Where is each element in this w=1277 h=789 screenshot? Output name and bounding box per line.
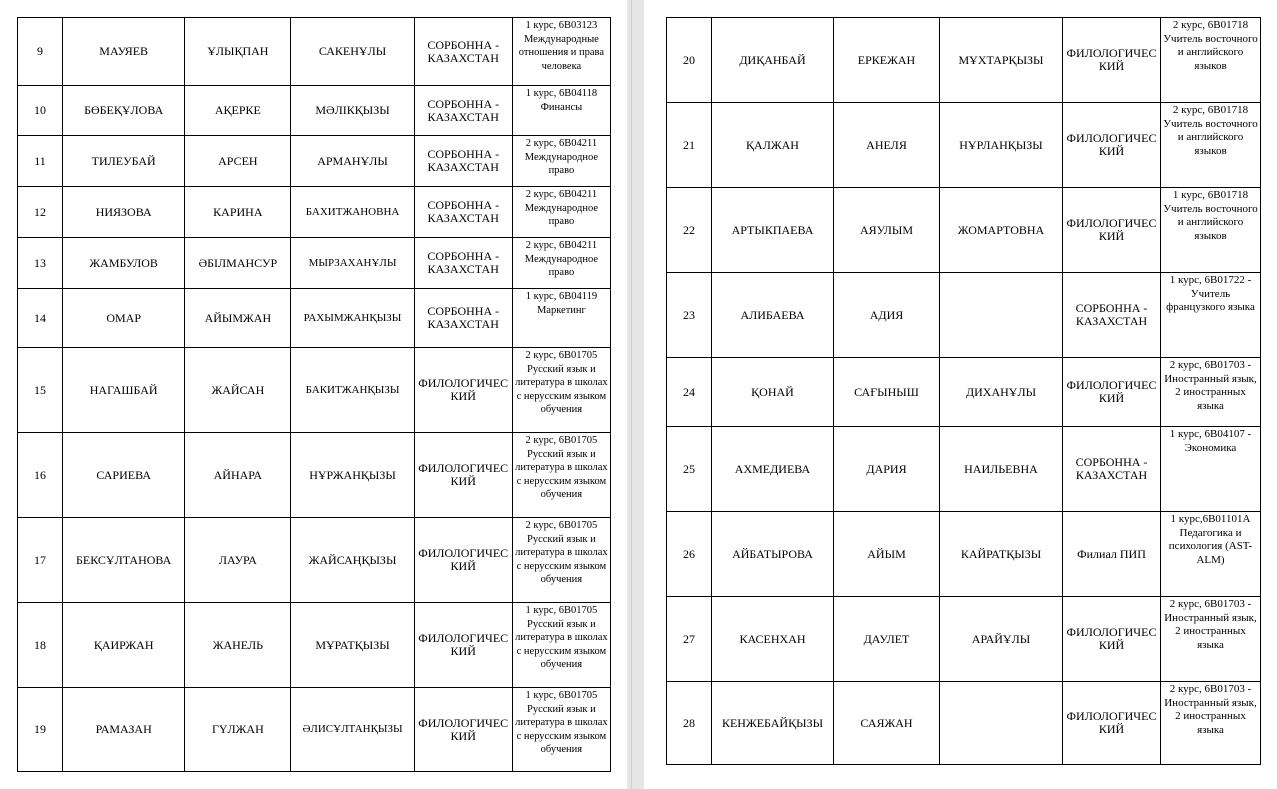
table-body-right: [667, 18, 1261, 765]
patronymic-cell: БАКИТЖАНҚЫЗЫ: [291, 348, 414, 433]
patronymic-cell: МӘЛІКҚЫЗЫ: [291, 86, 414, 136]
course-cell: 2 курс, 6В04211 Международное право: [512, 238, 610, 289]
patronymic-cell: ДИХАНҰЛЫ: [940, 358, 1063, 427]
surname-cell: РАМАЗАН: [63, 688, 185, 772]
surname-cell: АЙБАТЫРОВА: [712, 512, 834, 597]
patronymic-cell: БАХИТЖАНОВНА: [291, 187, 414, 238]
row-number: 19: [18, 688, 63, 772]
patronymic-cell: РАХЫМЖАНҚЫЗЫ: [291, 289, 414, 348]
name-cell: АЯУЛЫМ: [834, 188, 940, 273]
university-cell: Филиал ПИП: [1063, 512, 1161, 597]
surname-cell: КАСЕНХАН: [712, 597, 834, 682]
student-table-right: [666, 17, 1261, 765]
table-row: [18, 136, 611, 187]
name-cell: САЯЖАН: [834, 682, 940, 765]
surname-cell: ТИЛЕУБАЙ: [63, 136, 185, 187]
row-number: 18: [18, 603, 63, 688]
surname-cell: АХМЕДИЕВА: [712, 427, 834, 512]
table-row: [667, 273, 1261, 358]
table-row: [18, 86, 611, 136]
table-row: [18, 238, 611, 289]
name-cell: АЙНАРА: [185, 433, 291, 518]
patronymic-cell: САКЕНҰЛЫ: [291, 18, 414, 86]
course-cell: 1 курс, 6В01705 Русский язык и литература в школах с нерусским языком обучения: [512, 603, 610, 688]
row-number: 23: [667, 273, 712, 358]
course-cell: 1 курс, 6В01705 Русский язык и литература в школах с нерусским языком обучения: [512, 688, 610, 772]
table-row: [18, 688, 611, 772]
university-cell: СОРБОННА - КАЗАХСТАН: [414, 136, 512, 187]
student-table-left: [17, 17, 611, 772]
course-cell: 2 курс, 6В04211 Международное право: [512, 136, 610, 187]
surname-cell: ОМАР: [63, 289, 185, 348]
row-number: 9: [18, 18, 63, 86]
patronymic-cell: МЫРЗАХАНҰЛЫ: [291, 238, 414, 289]
name-cell: АЙЫМЖАН: [185, 289, 291, 348]
row-number: 27: [667, 597, 712, 682]
page-separator: [631, 0, 632, 789]
course-cell: 2 курс, 6В01705 Русский язык и литература в школах с нерусским языком обучения: [512, 348, 610, 433]
table-row: [667, 103, 1261, 188]
patronymic-cell: [940, 273, 1063, 358]
table-row: [18, 187, 611, 238]
row-number: 28: [667, 682, 712, 765]
row-number: 14: [18, 289, 63, 348]
patronymic-cell: АРАЙҰЛЫ: [940, 597, 1063, 682]
university-cell: ФИЛОЛОГИЧЕСКИЙ: [1063, 188, 1161, 273]
patronymic-cell: ЖОМАРТОВНА: [940, 188, 1063, 273]
course-cell: 1 курс, 6В04118 Финансы: [512, 86, 610, 136]
name-cell: АҚЕРКЕ: [185, 86, 291, 136]
patronymic-cell: НАИЛЬЕВНА: [940, 427, 1063, 512]
university-cell: ФИЛОЛОГИЧЕСКИЙ: [414, 688, 512, 772]
patronymic-cell: МҰХТАРҚЫЗЫ: [940, 18, 1063, 103]
row-number: 21: [667, 103, 712, 188]
university-cell: СОРБОННА - КАЗАХСТАН: [414, 86, 512, 136]
surname-cell: БЕКСҰЛТАНОВА: [63, 518, 185, 603]
surname-cell: ҚАИРЖАН: [63, 603, 185, 688]
course-cell: 2 курс, 6В01705 Русский язык и литература в школах с нерусским языком обучения: [512, 518, 610, 603]
table-row: [667, 18, 1261, 103]
table-row: [667, 512, 1261, 597]
surname-cell: НИЯЗОВА: [63, 187, 185, 238]
table-row: [18, 348, 611, 433]
university-cell: СОРБОННА - КАЗАХСТАН: [1063, 273, 1161, 358]
surname-cell: ҚАЛЖАН: [712, 103, 834, 188]
course-cell: 2 курс, 6В01703 - Иностранный язык, 2 иностранных языка: [1161, 358, 1261, 427]
patronymic-cell: АРМАНҰЛЫ: [291, 136, 414, 187]
course-cell: 1 курс, 6В04119 Маркетинг: [512, 289, 610, 348]
surname-cell: САРИЕВА: [63, 433, 185, 518]
course-cell: 2 курс, 6В01703 - Иностранный язык, 2 иностранных языка: [1161, 597, 1261, 682]
document-page-left: [0, 0, 627, 789]
university-cell: СОРБОННА - КАЗАХСТАН: [1063, 427, 1161, 512]
patronymic-cell: КАЙРАТҚЫЗЫ: [940, 512, 1063, 597]
patronymic-cell: [940, 682, 1063, 765]
patronymic-cell: НҰРЖАНҚЫЗЫ: [291, 433, 414, 518]
table-row: [18, 18, 611, 86]
table-row: [18, 289, 611, 348]
name-cell: ЕРКЕЖАН: [834, 18, 940, 103]
table-row: [667, 427, 1261, 512]
university-cell: ФИЛОЛОГИЧЕСКИЙ: [1063, 682, 1161, 765]
row-number: 26: [667, 512, 712, 597]
university-cell: ФИЛОЛОГИЧЕСКИЙ: [414, 518, 512, 603]
row-number: 16: [18, 433, 63, 518]
document-page-right: [644, 0, 1277, 789]
course-cell: 2 курс, 6В04211 Международное право: [512, 187, 610, 238]
course-cell: 1 курс, 6В01718 Учитель восточного и английского языков: [1161, 188, 1261, 273]
patronymic-cell: НҰРЛАНҚЫЗЫ: [940, 103, 1063, 188]
patronymic-cell: МҰРАТҚЫЗЫ: [291, 603, 414, 688]
surname-cell: ДИҚАНБАЙ: [712, 18, 834, 103]
university-cell: ФИЛОЛОГИЧЕСКИЙ: [414, 348, 512, 433]
name-cell: ҰЛЫҚПАН: [185, 18, 291, 86]
name-cell: АРСЕН: [185, 136, 291, 187]
surname-cell: АРТЫКПАЕВА: [712, 188, 834, 273]
row-number: 12: [18, 187, 63, 238]
course-cell: 1 курс, 6В03123 Международные отношения и права человека: [512, 18, 610, 86]
name-cell: ЛАУРА: [185, 518, 291, 603]
row-number: 20: [667, 18, 712, 103]
surname-cell: БӨБЕҚҰЛОВА: [63, 86, 185, 136]
row-number: 10: [18, 86, 63, 136]
surname-cell: МАУЯЕВ: [63, 18, 185, 86]
table-row: [18, 433, 611, 518]
table-row: [18, 603, 611, 688]
name-cell: АЙЫМ: [834, 512, 940, 597]
course-cell: 2 курс, 6В01718 Учитель восточного и английского языков: [1161, 103, 1261, 188]
name-cell: ДАУЛЕТ: [834, 597, 940, 682]
name-cell: АДИЯ: [834, 273, 940, 358]
name-cell: КАРИНА: [185, 187, 291, 238]
table-row: [18, 518, 611, 603]
row-number: 11: [18, 136, 63, 187]
course-cell: 2 курс, 6В01718 Учитель восточного и английского языков: [1161, 18, 1261, 103]
table-row: [667, 682, 1261, 765]
surname-cell: АЛИБАЕВА: [712, 273, 834, 358]
university-cell: СОРБОННА - КАЗАХСТАН: [414, 18, 512, 86]
course-cell: 1 курс, 6В01722 - Учитель французкого языка: [1161, 273, 1261, 358]
table-row: [667, 597, 1261, 682]
patronymic-cell: ЖАЙСАҢҚЫЗЫ: [291, 518, 414, 603]
surname-cell: КЕНЖЕБАЙҚЫЗЫ: [712, 682, 834, 765]
surname-cell: ЖАМБУЛОВ: [63, 238, 185, 289]
course-cell: 2 курс, 6В01705 Русский язык и литература в школах с нерусским языком обучения: [512, 433, 610, 518]
university-cell: ФИЛОЛОГИЧЕСКИЙ: [1063, 358, 1161, 427]
row-number: 17: [18, 518, 63, 603]
row-number: 15: [18, 348, 63, 433]
university-cell: ФИЛОЛОГИЧЕСКИЙ: [414, 603, 512, 688]
name-cell: ЖАЙСАН: [185, 348, 291, 433]
surname-cell: НАГАШБАЙ: [63, 348, 185, 433]
table-row: [667, 188, 1261, 273]
course-cell: 1 курс,6В01101А Педагогика и психология (AST- ALM): [1161, 512, 1261, 597]
name-cell: АНЕЛЯ: [834, 103, 940, 188]
row-number: 22: [667, 188, 712, 273]
name-cell: САҒЫНЫШ: [834, 358, 940, 427]
university-cell: СОРБОННА - КАЗАХСТАН: [414, 238, 512, 289]
name-cell: ДАРИЯ: [834, 427, 940, 512]
university-cell: ФИЛОЛОГИЧЕСКИЙ: [1063, 103, 1161, 188]
row-number: 24: [667, 358, 712, 427]
name-cell: ГҮЛЖАН: [185, 688, 291, 772]
row-number: 13: [18, 238, 63, 289]
table-row: [667, 358, 1261, 427]
university-cell: СОРБОННА - КАЗАХСТАН: [414, 289, 512, 348]
course-cell: 1 курс, 6В04107 - Экономика: [1161, 427, 1261, 512]
table-body-left: [18, 18, 611, 772]
page-gutter: [627, 0, 644, 789]
university-cell: ФИЛОЛОГИЧЕСКИЙ: [1063, 597, 1161, 682]
name-cell: ЖАНЕЛЬ: [185, 603, 291, 688]
course-cell: 2 курс, 6В01703 - Иностранный язык, 2 иностранных языка: [1161, 682, 1261, 765]
patronymic-cell: ӘЛИСҰЛТАНҚЫЗЫ: [291, 688, 414, 772]
surname-cell: ҚОНАЙ: [712, 358, 834, 427]
row-number: 25: [667, 427, 712, 512]
university-cell: ФИЛОЛОГИЧЕСКИЙ: [1063, 18, 1161, 103]
university-cell: ФИЛОЛОГИЧЕСКИЙ: [414, 433, 512, 518]
name-cell: ӘБІЛМАНСУР: [185, 238, 291, 289]
university-cell: СОРБОННА - КАЗАХСТАН: [414, 187, 512, 238]
